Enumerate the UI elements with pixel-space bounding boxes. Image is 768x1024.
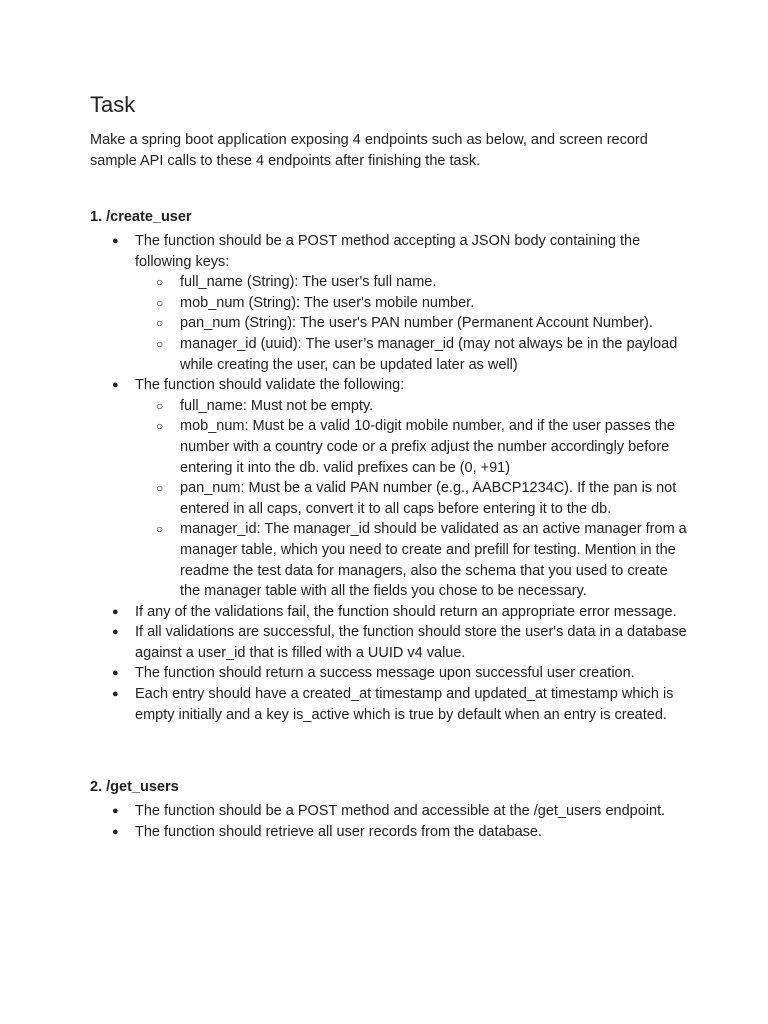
sub-list-item bbox=[156, 313, 690, 334]
sub-list-item bbox=[156, 334, 690, 375]
bullet-disc-icon: ● bbox=[112, 605, 119, 618]
sub-list-item bbox=[156, 272, 690, 293]
list-item-text: Each entry should have a created_at timestamp and updated_at timestamp which is empty initially and a key is_active which is true by default when an entry is created. bbox=[135, 686, 674, 723]
bullet-circle-icon: ○ bbox=[156, 275, 164, 290]
list-item-text: If all validations are successful, the function should store the user's data in a database against a user_id that is filled with a UUID v4 value. bbox=[135, 624, 687, 661]
bullet-circle-icon: ○ bbox=[156, 419, 164, 434]
bullet-circle-icon: ○ bbox=[156, 336, 164, 351]
bullet-disc-icon: ● bbox=[112, 626, 119, 639]
intro-paragraph: Make a spring boot application exposing 4 endpoints such as below, and screen record sample API calls to these 4 endpoints after finishing the task. bbox=[90, 132, 648, 169]
list-item bbox=[112, 622, 690, 663]
bullet-list bbox=[90, 801, 690, 842]
bullet-circle-icon: ○ bbox=[156, 481, 164, 496]
sub-list-item-text: manager_id (uuid): The user’s manager_id (may not always be in the payload while creating the user, can be updated later as well) bbox=[180, 335, 678, 373]
sub-list-item bbox=[156, 478, 690, 519]
bullet-list bbox=[90, 231, 690, 725]
sub-list-item bbox=[156, 416, 690, 478]
bullet-disc-icon: ● bbox=[112, 825, 119, 838]
list-item-text: The function should retrieve all user records from the database. bbox=[135, 823, 543, 840]
list-item bbox=[112, 602, 690, 623]
list-item bbox=[112, 375, 690, 602]
bullet-circle-icon: ○ bbox=[156, 316, 164, 331]
section-heading: 1. /create_user bbox=[90, 209, 192, 225]
section-create-user bbox=[90, 207, 690, 725]
list-item bbox=[112, 663, 690, 684]
page-title: Task bbox=[90, 92, 136, 117]
sub-list-item-text: pan_num: Must be a valid PAN number (e.g., AABCP1234C). If the pan is not entered in all caps, convert it to all caps before entering it to the db. bbox=[180, 480, 677, 517]
section-heading: 2. /get_users bbox=[90, 779, 179, 796]
bullet-disc-icon: ● bbox=[112, 805, 119, 818]
bullet-circle-icon: ○ bbox=[156, 295, 164, 310]
bullet-circle-icon: ○ bbox=[156, 522, 164, 537]
bullet-disc-icon: ● bbox=[112, 667, 119, 680]
sub-bullet-list bbox=[135, 396, 690, 602]
bullet-disc-icon: ● bbox=[112, 235, 119, 247]
list-item-text: The function should validate the following: bbox=[135, 377, 405, 394]
sub-list-item-text: full_name: Must not be empty. bbox=[180, 397, 374, 414]
sub-list-item-text: full_name (String): The user's full name. bbox=[180, 274, 437, 291]
bullet-disc-icon: ● bbox=[112, 688, 119, 701]
list-item-text: If any of the validations fail, the function should return an appropriate error message. bbox=[135, 603, 677, 620]
list-item-text: The function should be a POST method accepting a JSON body containing the following keys: bbox=[135, 233, 641, 270]
list-item bbox=[112, 822, 690, 843]
sub-list-item bbox=[156, 396, 690, 417]
sub-list-item bbox=[156, 293, 690, 314]
document-page bbox=[90, 88, 690, 842]
bullet-disc-icon: ● bbox=[112, 379, 119, 392]
section-get-users bbox=[90, 777, 690, 842]
list-item-text: The function should be a POST method and accessible at the /get_users endpoint. bbox=[135, 803, 666, 820]
bullet-circle-icon: ○ bbox=[156, 398, 164, 413]
sub-list-item-text: manager_id: The manager_id should be validated as an active manager from a manager table, which you need to create and prefill for testing. Mention in the readme the test data for managers, also the schema that you used to create the manager table with all the fields you chose to be necessary. bbox=[180, 521, 687, 600]
list-item bbox=[112, 231, 690, 375]
sub-list-item-text: mob_num (String): The user's mobile number. bbox=[180, 294, 475, 311]
list-item bbox=[112, 801, 690, 822]
sub-list-item bbox=[156, 519, 690, 601]
sub-bullet-list bbox=[135, 272, 690, 375]
list-item bbox=[112, 684, 690, 725]
sub-list-item-text: pan_num (String): The user's PAN number (Permanent Account Number). bbox=[180, 315, 653, 332]
sub-list-item-text: mob_num: Must be a valid 10-digit mobile number, and if the user passes the number with a country code or a prefix adjust the number accordingly before entering it into the db. valid prefixes can be (0, +91) bbox=[180, 418, 675, 476]
list-item-text: The function should return a success message upon successful user creation. bbox=[135, 665, 635, 682]
